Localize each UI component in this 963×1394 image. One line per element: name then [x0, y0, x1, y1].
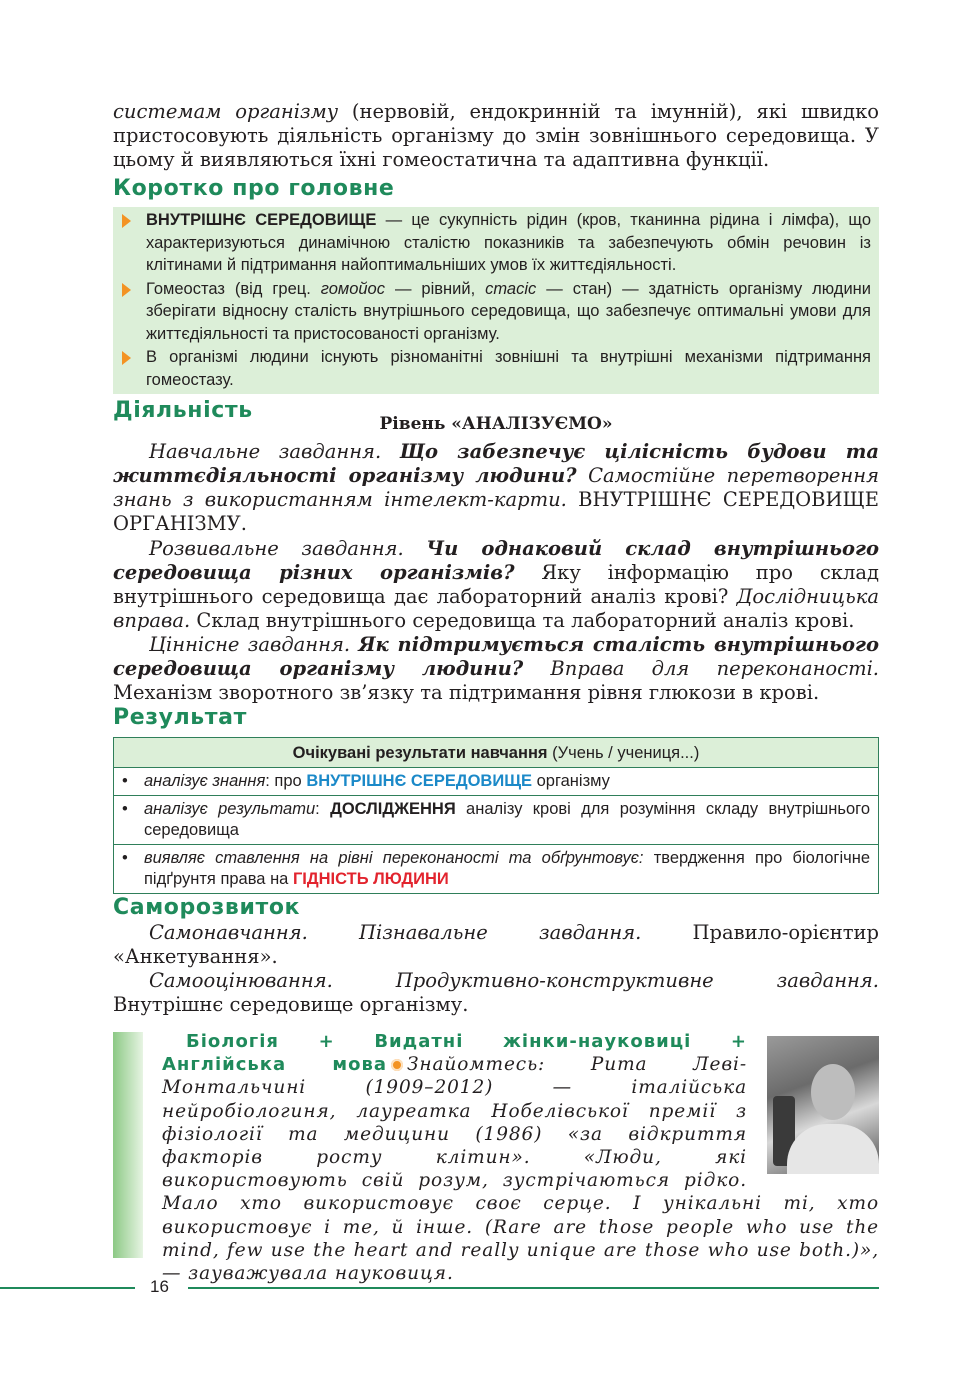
- task-type: Ціннісне завдання.: [149, 633, 359, 656]
- bullet-dot-icon: •: [122, 849, 128, 867]
- result-highlight: ВНУТРІШНЄ СЕРЕДОВИЩЕ: [306, 772, 533, 790]
- task-method: Дослідницька вправа.: [113, 585, 879, 632]
- activity-paragraph-1: [113, 440, 879, 536]
- activity-paragraph-2: [113, 537, 879, 633]
- result-bold: ДОСЛІДЖЕННЯ: [330, 800, 456, 818]
- task-type: Розвивальне завдання.: [149, 537, 427, 560]
- summary-item: [146, 278, 871, 346]
- table-row: [114, 845, 878, 893]
- bullet-dot-icon: •: [122, 800, 128, 818]
- results-table-header: [114, 738, 878, 768]
- results-table: [113, 737, 879, 894]
- bio-side-bar: [113, 1032, 143, 1258]
- selfdev-heading: Саморозвиток: [113, 895, 301, 920]
- selfdev-paragraph-1: [113, 921, 879, 969]
- result-verb: аналізує знання: [144, 772, 266, 790]
- result-highlight: ГІДНІСТЬ ЛЮДИНИ: [292, 870, 449, 888]
- result-text: організму: [532, 772, 610, 790]
- result-verb: аналізує результати: [144, 800, 316, 818]
- summary-term: ВНУТРІШНЄ СЕРЕДОВИЩЕ: [146, 211, 377, 229]
- bio-title: Біологія + Видатні жінки-науковиці + Англійська мова: [162, 1031, 747, 1076]
- summary-item: [146, 346, 871, 391]
- table-row: [114, 796, 878, 845]
- summary-text: Гомеостаз (від грец.: [146, 279, 321, 298]
- activity-paragraph-3: [113, 633, 879, 705]
- task-type: Самонавчання. Пізнавальне завдання.: [149, 921, 642, 944]
- result-verb: виявляє ставлення на рівні переконаності та обґрунтовує:: [144, 849, 644, 867]
- task-question: Що забезпечує цілісність будови та життєдіяльності організму людини?: [113, 440, 879, 487]
- selfdev-paragraph-2: [113, 969, 879, 1017]
- footer-rule-left: [0, 1287, 135, 1289]
- flower-icon: [391, 1059, 403, 1071]
- task-topic: Внутрішнє середовище організму.: [113, 993, 469, 1016]
- task-topic: ВНУТРІШНЄ СЕРЕДОВИЩЕ ОРГАНІЗМУ.: [113, 488, 879, 535]
- intro-paragraph: [113, 100, 879, 172]
- summary-item: [146, 209, 871, 277]
- bio-box: [162, 1030, 879, 1285]
- level-title: Рівень «АНАЛІЗУЄМО»: [379, 414, 613, 434]
- task-method: Вправа для переконаності.: [523, 657, 879, 680]
- summary-term-italic: стасіс: [485, 279, 537, 298]
- coat-shape: [787, 1124, 879, 1174]
- bullet-dot-icon: •: [122, 772, 128, 790]
- bullet-arrow-icon: [122, 214, 131, 228]
- table-row: [114, 768, 878, 796]
- result-heading: Результат: [113, 705, 247, 730]
- summary-box: [113, 207, 879, 394]
- summary-text: — рівний,: [384, 279, 486, 298]
- intro-lead: системам організму: [113, 100, 339, 123]
- summary-term-italic: гомойос: [320, 279, 385, 298]
- results-header-text: (Учень / учениця...): [547, 744, 700, 762]
- bullet-arrow-icon: [122, 283, 131, 297]
- task-topic: Механізм зворотного зв’язку та підтримання рівня глюкози в крові.: [113, 681, 820, 704]
- summary-text: В організмі людини існують різноманітні зовнішні та внутрішні механізми підтримання гомеостазу.: [146, 348, 871, 389]
- task-topic: Склад внутрішнього середовища та лабораторний аналіз крові.: [190, 609, 855, 632]
- results-header-bold: Очікувані результати навчання: [292, 744, 548, 762]
- scientist-photo: [767, 1036, 879, 1174]
- bullet-arrow-icon: [122, 351, 131, 365]
- intro-text: (нервовій, ендокринній та імунній), які швидко пристосовують діяльність організму до змін зовнішнього середовища. У цьому й виявляються їхні гомеостатична та адаптивна функції.: [113, 100, 879, 171]
- summary-text: — це сукупність рідин (кров, тканинна рідина і лімфа), що характеризуються динамічною сталістю показників та забезпечують обмін речовин із клітинами й підтримання найоптимальніших умов їх життєдіяльності.: [146, 211, 871, 274]
- task-type: Самооцінювання. Продуктивно-конструктивне завдання.: [149, 969, 879, 992]
- result-text: аналізу крові для розуміння складу внутрішнього середовища: [144, 800, 871, 839]
- result-text: : про: [265, 772, 307, 790]
- page-number: 16: [150, 1277, 169, 1296]
- task-question: Як підтримується сталість внутрішнього середовища організму людини?: [113, 633, 880, 680]
- task-type: Навчальне завдання.: [149, 440, 400, 463]
- footer-rule-right: [188, 1287, 879, 1289]
- summary-text: — стан) — здатність організму людини зберігати відносну сталість внутрішнього середовища, що забезпечує оптимальні умови для життєдіяльності та пристосованості організму.: [146, 279, 871, 343]
- task-text: Яку інформацію про склад внутрішнього середовища дає лабораторний аналіз крові?: [113, 561, 879, 608]
- task-method: Самостійне перетворення знань з використанням інтелект-карти.: [113, 464, 879, 511]
- result-text: :: [315, 800, 331, 818]
- summary-heading: Коротко про головне: [113, 176, 395, 201]
- result-text: твердження про біологічне підґрунтя права на: [144, 849, 870, 888]
- task-question: Чи однаковий склад внутрішнього середовища різних організмів?: [113, 537, 879, 584]
- face-shape: [811, 1064, 855, 1120]
- task-topic: Правило-орієнтир «Анкетування».: [113, 921, 880, 968]
- bio-body: Знайомтесь: Рита Леві-Монтальчині (1909–2012) — італійська нейробіологиня, лауреатка Нобелівської премії з фізіології та медицини (1986) «за відкриття факторів росту клітин». «Люди, які використовують свій розум, зустрічаються рідко. Мало хто використовує своє серце. І унікальні ті, хто використовує і те, й інше. (Rare are those people who use the mind, few use the heart and really unique are those who use both.)», — зауважувала науковиця.: [162, 1054, 879, 1285]
- activity-heading: Діяльність: [113, 398, 253, 423]
